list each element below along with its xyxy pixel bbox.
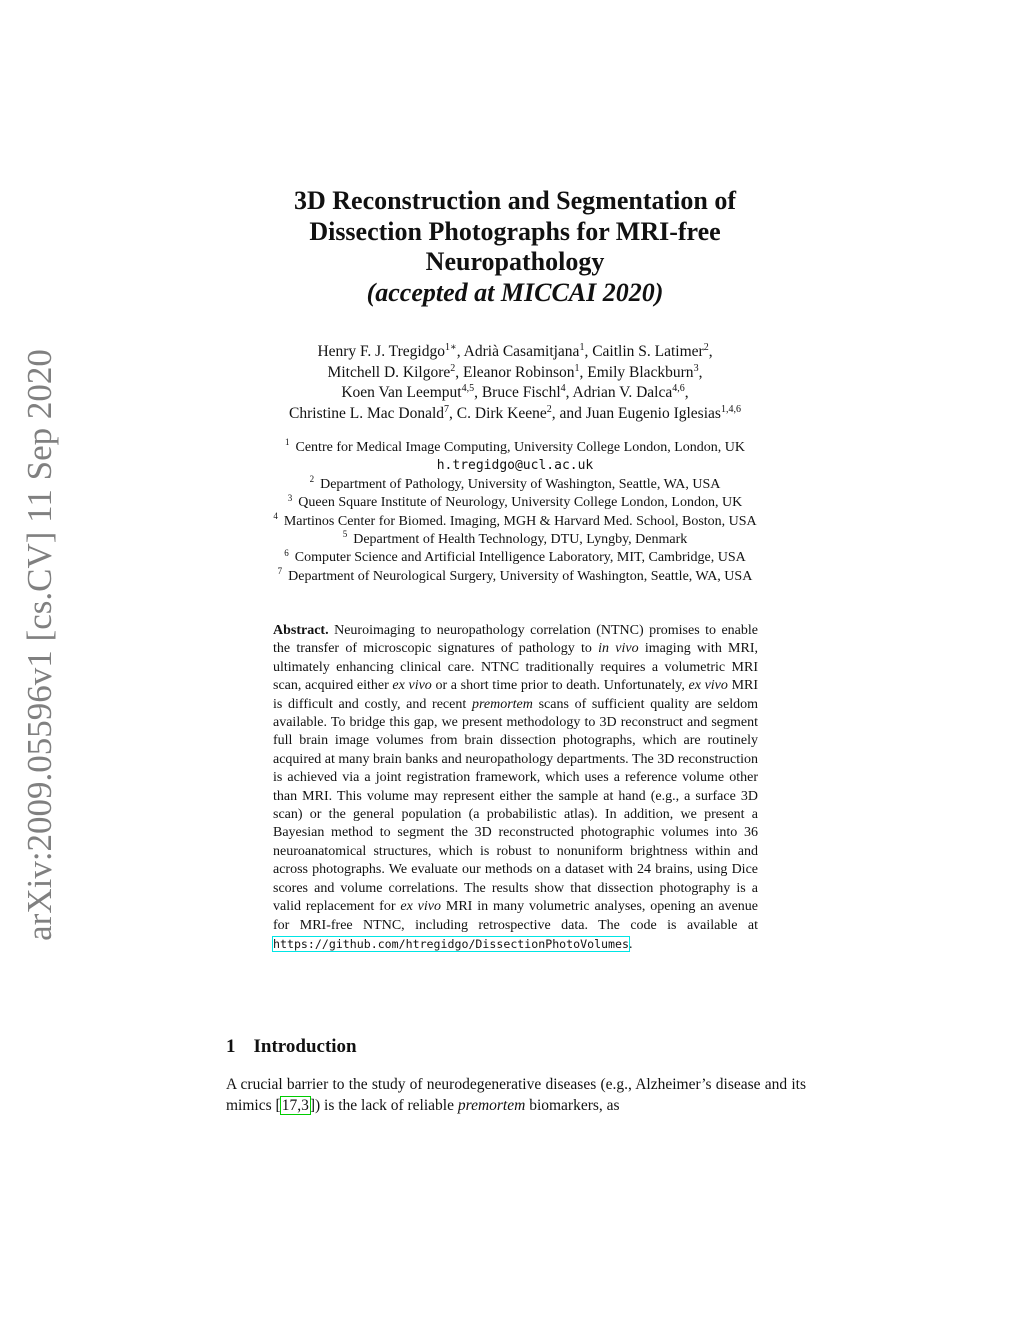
abstract-text: imaging with MRI, ultimately enhancing clinical care. NTNC traditionally requires a volumetric MRI scan, acquired either xyxy=(273,641,758,694)
author-name: Adrian V. Dalca xyxy=(572,384,673,401)
abstract-emphasis: premortem xyxy=(471,696,533,712)
affiliation xyxy=(200,510,830,531)
affiliation-number: 7 xyxy=(277,566,283,577)
section-heading xyxy=(226,1036,357,1058)
affiliation-text: Centre for Medical Image Computing, University College London, London, UK xyxy=(295,440,745,455)
abstract-text: MRI is difficult and costly, and recent xyxy=(273,678,759,712)
title-line: Neuropathology xyxy=(425,247,605,276)
author-name: Christine L. Mac Donald xyxy=(289,404,445,422)
author-name: Koen Van Leemput xyxy=(341,384,462,401)
section-title: Introduction xyxy=(253,1036,357,1057)
contact-email[interactable]: h.tregidgo@ucl.ac.uk xyxy=(436,458,594,474)
affiliation-number: 6 xyxy=(284,547,289,558)
citation-link[interactable] xyxy=(281,1097,310,1114)
abstract-emphasis: ex vivo xyxy=(392,678,432,694)
affiliation xyxy=(200,568,830,586)
intro-text: A crucial barrier to the study of neurodegenerative diseases (e.g., Alzheimer’s disease and its mimics [ xyxy=(226,1076,806,1114)
intro-text: biomarkers, as xyxy=(529,1097,620,1114)
title-line: 3D Reconstruction and Segmentation of xyxy=(294,186,736,215)
affiliation-number: 1 xyxy=(285,437,290,448)
intro-paragraph xyxy=(226,1074,806,1116)
author-name: Eleanor Robinson xyxy=(462,363,575,381)
affiliation-number: 4 xyxy=(273,510,278,521)
author-affil: 3 xyxy=(693,362,699,374)
author-name: C. Dirk Keene xyxy=(456,404,547,422)
affiliation-text: Computer Science and Artificial Intelligence Laboratory, MIT, Cambridge, USA xyxy=(294,550,746,566)
arxiv-sidebar xyxy=(0,350,80,940)
author-name: Juan Eugenio Iglesias xyxy=(585,404,721,422)
affiliation-list xyxy=(200,439,830,586)
abstract-text: Neuroimaging to neuropathology correlation (NTNC) promises to enable the transfer of microscopic signatures of pathology to xyxy=(273,623,759,657)
abstract-label: Abstract. xyxy=(273,623,329,638)
author-conjunction: and xyxy=(559,404,582,422)
abstract-text: or a short time prior to death. Unfortunately, xyxy=(435,678,685,694)
abstract xyxy=(273,622,758,954)
author-affil: 4,5 xyxy=(461,382,475,394)
affiliation-text: Department of Pathology, University of Washington, Seattle, WA, USA xyxy=(320,476,721,492)
citation-number[interactable]: 3 xyxy=(301,1097,309,1114)
abstract-emphasis: ex vivo xyxy=(400,899,441,915)
author-affil: 2 xyxy=(450,362,456,374)
arxiv-identifier: arXiv:2009.05596v1 [cs.CV] 11 Sep 2020 xyxy=(20,349,59,941)
affiliation xyxy=(200,531,830,549)
abstract-text: scans of sufficient quality are seldom available. To bridge this gap, we present methodology to 3D reconstruct and segment full brain image volumes from brain dissection photographs, which are routinely acquired at many brain banks and neuropathology departments. The 3D reconstruction is achieved via a joint registration framework, which uses a reference volume other than MRI. This volume may represent either the sample at hand (e.g., a surface 3D scan) or the general population (a probabilistic atlas). In addition, we present a Bayesian method to segment the 3D reconstructed photographic volumes into 36 neuroanatomical structures, which is robust to nonuniform brightness within and across photographs. We evaluate our methods on a dataset with 24 brains, using Dice scores and volume correlations. The results show that dissection photography is a valid replacement for xyxy=(273,696,758,915)
author-affil: 1∗ xyxy=(444,341,457,353)
affiliation xyxy=(200,476,830,494)
author-name: Adrià Casamitjana xyxy=(463,343,580,360)
author-name: Henry F. J. Tregidgo xyxy=(317,343,445,360)
paper-title xyxy=(220,186,810,308)
code-repository-link[interactable]: https://github.com/htregidgo/DissectionPhotoVolumes xyxy=(273,936,629,951)
affiliation-number: 3 xyxy=(287,492,293,503)
abstract-emphasis: ex vivo xyxy=(688,678,728,694)
author-name: Caitlin S. Latimer xyxy=(592,343,704,360)
author-name: Mitchell D. Kilgore xyxy=(327,363,451,381)
affiliation xyxy=(200,494,830,512)
author-name: Bruce Fischl xyxy=(481,384,561,401)
affiliation-number: 2 xyxy=(309,474,315,485)
acceptance-note: (accepted at MICCAI 2020) xyxy=(366,277,664,307)
abstract-text: . xyxy=(628,936,633,952)
author-affil: 1,4,6 xyxy=(720,403,741,415)
intro-emphasis: premortem xyxy=(457,1097,526,1114)
affiliation-text: Queen Square Institute of Neurology, University College London, London, UK xyxy=(298,495,743,511)
author-affil: 2 xyxy=(546,403,552,415)
section-number: 1 xyxy=(226,1036,236,1057)
affiliation-text: Martinos Center for Biomed. Imaging, MGH & Harvard Med. School, Boston, USA xyxy=(283,513,757,529)
author-affil: 4 xyxy=(560,382,566,394)
citation-number[interactable]: 17 xyxy=(281,1097,298,1114)
affiliation-text: Department of Health Technology, DTU, Lyngby, Denmark xyxy=(353,532,688,548)
author-affil: 2 xyxy=(703,341,709,353)
author-affil: 7 xyxy=(444,403,450,415)
affiliation xyxy=(200,439,830,457)
intro-text: ]) is the lack of reliable xyxy=(309,1097,454,1114)
author-affil: 1 xyxy=(574,362,580,374)
affiliation-text: Department of Neurological Surgery, University of Washington, Seattle, WA, USA xyxy=(288,568,753,584)
author-affil: 1 xyxy=(579,341,585,353)
author-affil: 4,6 xyxy=(672,382,685,394)
abstract-emphasis: in vivo xyxy=(598,641,639,657)
affiliation xyxy=(200,549,830,567)
citation-separator: , xyxy=(297,1097,302,1114)
affiliation-number: 5 xyxy=(342,529,348,540)
author-list: Henry F. J. Tregidgo$^{1∗}$, Adrià Casamitjana$^1$, Caitlin S. Latimer$^2$, Mitchell D. Kilgore$^2$, Eleanor Robinson$^1$, Emily Blackburn$^3$, Koen Van Leemput$^{4,5}$, Bruce Fischl$^4$, Adrian V. Dalca$^{4,6}$, Christine L. Mac Donald$^7$, C. Dirk Keene$^2$, and Juan Eugenio Iglesias$^{1,4,6}$ xyxy=(289,341,741,422)
abstract-text: MRI in many volumetric analyses, opening an avenue for MRI-free NTNC, including retrospective data. The code is available at xyxy=(273,899,759,933)
author-name: Emily Blackburn xyxy=(587,363,694,381)
title-line: Dissection Photographs for MRI-free xyxy=(309,216,721,246)
